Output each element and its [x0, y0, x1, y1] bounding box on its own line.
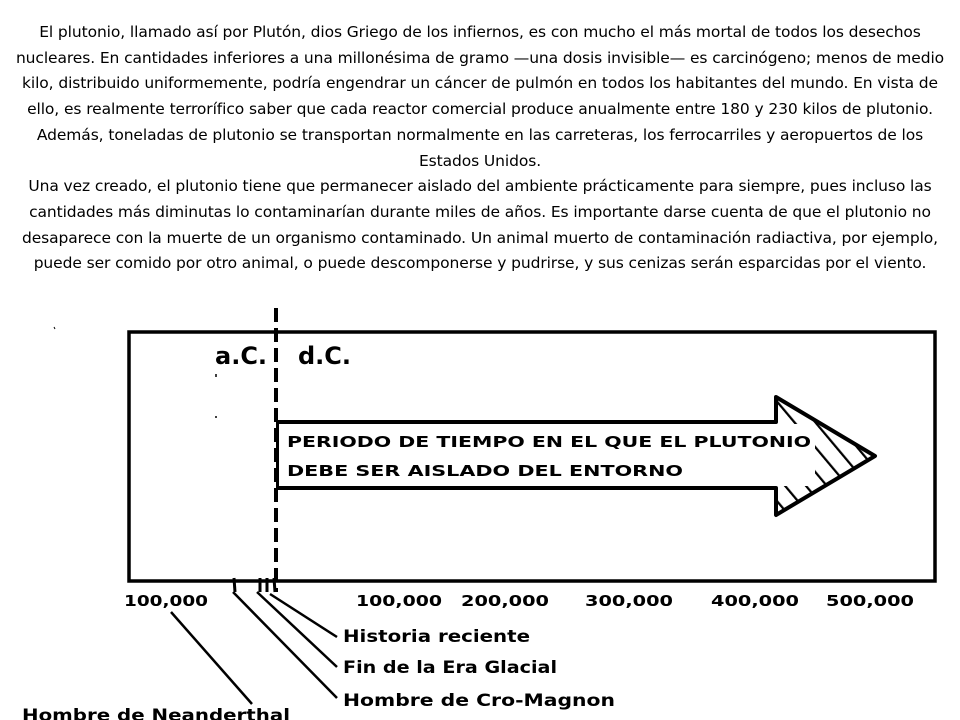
paragraph-1: El plutonio, llamado así por Plutón, dios Griego de los infiernos, es con mucho el más mortal de todos los desechos nucleares. En cantidades inferiores a una millonésima de gramo —una dosis invisible— es carcinógeno; menos de medio kilo, distribuido uniformemente, podría engendrar un cáncer de pulmón en todos los habitantes del mundo. En vista de ello, es realmente terrorífico saber que cada reactor comercial produce anualmente entre 180 y 230 kilos de plutonio. Además, toneladas de plutonio se transportan normalmente en las carreteras, los ferrocarriles y aeropuertos de los Estados Unidos. [15, 23, 945, 170]
leader-neanderthal [171, 612, 252, 704]
tick-label-200000: 200,000 [461, 592, 550, 610]
bc-label: a.C. [215, 342, 268, 370]
event-end-ice-age: Fin de la Era Glacial [343, 658, 557, 678]
tick-neanderthal [234, 578, 235, 592]
arrow-label-line-1: PERIODO DE TIEMPO EN EL QUE EL PLUTONIO [287, 433, 811, 451]
paragraph-2: Una vez creado, el plutonio tiene que permanecer aislado del ambiente prácticamente para siempre, pues incluso las cantidades más diminutas lo contaminarían durante miles de años. Es importante darse cuenta de que el plutonio no desaparece con la muerte de un organismo contaminado. Un animal muerto de contaminación radiactiva, por ejemplo, puede ser comido por otro animal, o puede descomponerse y pudrirse, y sus cenizas serán esparcidas por el viento. [21, 177, 939, 273]
leader-recent [270, 594, 337, 637]
tick-label-bc-100000: 100,000 [124, 592, 209, 610]
ad-label: d.C. [298, 342, 352, 370]
stray-mark [54, 327, 55, 329]
tick-label-300000: 300,000 [585, 592, 674, 610]
event-recent-history: Historia reciente [343, 627, 530, 647]
leader-cro-magnon [233, 592, 337, 698]
event-cro-magnon: Hombre de Cro-Magnon [343, 691, 615, 711]
arrow-label-line-2: DEBE SER AISLADO DEL ENTORNO [287, 462, 683, 480]
tick-label-400000: 400,000 [711, 592, 800, 610]
tick-label-ad-100000: 100,000 [356, 592, 443, 610]
event-neanderthal: Hombre de Neanderthal [22, 706, 290, 720]
tick-recent [274, 578, 275, 592]
tick-label-500000: 500,000 [826, 592, 915, 610]
